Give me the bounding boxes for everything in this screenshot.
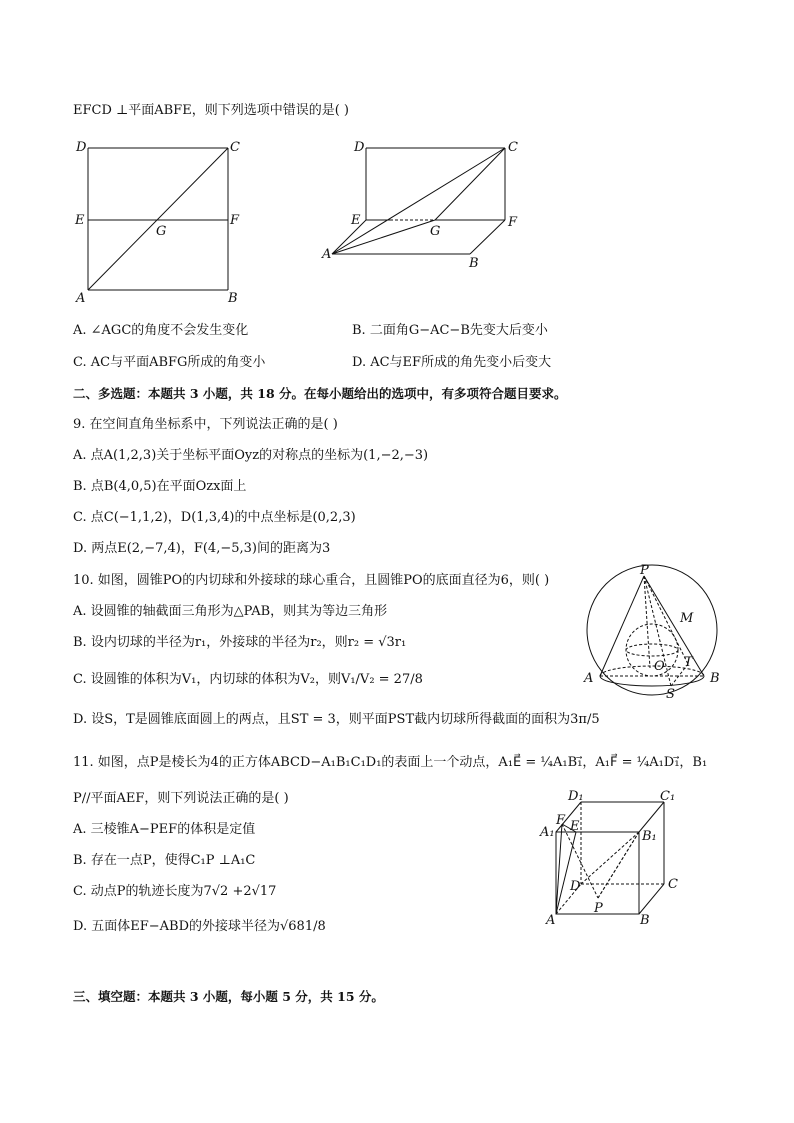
q9-option-c: C. 点C(−1,1,2)，D(1,3,4)的中点坐标是(0,2,3) [73, 510, 356, 525]
label-A: A [546, 913, 556, 928]
label-E: E [351, 213, 361, 228]
generatrix-PB [644, 576, 704, 676]
label-B: B [640, 913, 650, 928]
q9-stem: 9. 在空间直角坐标系中，下列说法正确的是( ) [73, 417, 338, 432]
q11-stem-line1: 11. 如图，点P是棱长为4的正方体ABCD−A₁B₁C₁D₁的表面上一个动点，A₁E⃗ = ¼A₁B₁⃗，A₁F⃗ = ¼A₁D₁⃗，B₁ [73, 755, 708, 770]
label-T: T [684, 655, 693, 670]
q11-option-a: A. 三棱锥A−PEF的体积是定值 [73, 822, 256, 837]
label-G: G [430, 224, 441, 239]
label-E: E [570, 819, 580, 834]
segment-AC [332, 148, 505, 254]
label-P: P [640, 564, 649, 578]
label-O: O [654, 659, 665, 674]
label-C: C [230, 140, 240, 155]
insphere-equator [626, 644, 678, 656]
label-C: C [508, 140, 518, 155]
q10-figure-cone [576, 564, 726, 700]
axis-PO [644, 576, 650, 668]
label-S: S [666, 687, 675, 700]
segment-P-path [598, 832, 639, 898]
label-B: B [469, 256, 479, 271]
label-F: F [508, 215, 518, 230]
label-C: C [668, 877, 678, 892]
label-C1: C₁ [660, 789, 676, 804]
section-3-title: 三、填空题：本题共 3 小题，每小题 5 分，共 15 分。 [73, 989, 384, 1004]
label-B: B [710, 671, 720, 686]
edge-BC [639, 884, 664, 914]
label-F: F [556, 813, 566, 828]
q10-option-d: D. 设S，T是圆锥底面圆上的两点，且ST = 3，则平面PST截内切球所得截面的面积为3π/5 [73, 712, 600, 727]
q8-option-a: A. ∠AGC的角度不会发生变化 [73, 323, 249, 338]
q9-option-a: A. 点A(1,2,3)关于坐标平面Oyz的对称点的坐标为(1,−2,−3) [73, 448, 429, 463]
label-A: A [322, 247, 332, 262]
q8-option-c: C. AC与平面ABFG所成的角变小 [73, 355, 266, 370]
label-E: E [75, 213, 85, 228]
q8-figure-folded [320, 136, 530, 276]
q10-option-c: C. 设圆锥的体积为V₁，内切球的体积为V₂，则V₁/V₂ = 27/8 [73, 672, 423, 687]
section-2-title: 二、多选题：本题共 3 小题，共 18 分。在每小题给出的选项中，有多项符合题目要求。 [73, 386, 567, 401]
q9-option-b: B. 点B(4,0,5)在平面Ozx面上 [73, 479, 247, 494]
label-B: B [228, 291, 238, 306]
label-A1: A₁ [540, 825, 555, 840]
cone-base-front [600, 676, 704, 686]
insphere [626, 624, 678, 676]
q11-option-b: B. 存在一点P，使得C₁P ⊥A₁C [73, 853, 256, 868]
q10-option-a: A. 设圆锥的轴截面三角形为△PAB，则其为等边三角形 [73, 604, 388, 619]
label-G: G [156, 224, 167, 239]
generatrix-PA [600, 576, 644, 676]
label-M: M [680, 611, 694, 626]
q8-option-d: D. AC与EF所成的角先变小后变大 [352, 355, 552, 370]
q10-option-b: B. 设内切球的半径为r₁，外接球的半径为r₂，则r₂ = √3r₁ [73, 635, 407, 650]
q10-stem: 10. 如图，圆锥PO的内切球和外接球的球心重合，且圆锥PO的底面直径为6，则( ) [73, 573, 550, 588]
edge-BF [470, 220, 505, 254]
edge-B1C1 [639, 802, 664, 832]
label-P: P [594, 901, 603, 916]
diagonal-AC [88, 148, 228, 290]
q11-option-d: D. 五面体EF−ABD的外接球半径为√681/8 [73, 919, 326, 934]
q8-option-b: B. 二面角G−AC−B先变大后变小 [352, 323, 548, 338]
q11-option-c: C. 动点P的轨迹长度为7√2 +2√17 [73, 884, 277, 899]
label-D: D [570, 879, 581, 894]
label-D: D [354, 140, 365, 155]
q11-stem-line2: P//平面AEF，则下列说法正确的是( ) [73, 791, 289, 806]
q9-option-d: D. 两点E(2,−7,4)，F(4,−5,3)间的距离为3 [73, 541, 331, 556]
q11-figure-cube [536, 788, 686, 928]
label-D: D [76, 140, 87, 155]
label-F: F [230, 213, 240, 228]
label-A: A [584, 671, 594, 686]
segment-B1D [581, 832, 639, 884]
label-D1: D₁ [568, 789, 584, 804]
q8-stem-tail: EFCD ⊥平面ABFE，则下列选项中错误的是( ) [73, 103, 349, 118]
label-A: A [76, 291, 86, 306]
q8-figure-square [70, 136, 250, 306]
segment-AG [332, 220, 435, 254]
label-B1: B₁ [642, 829, 657, 844]
